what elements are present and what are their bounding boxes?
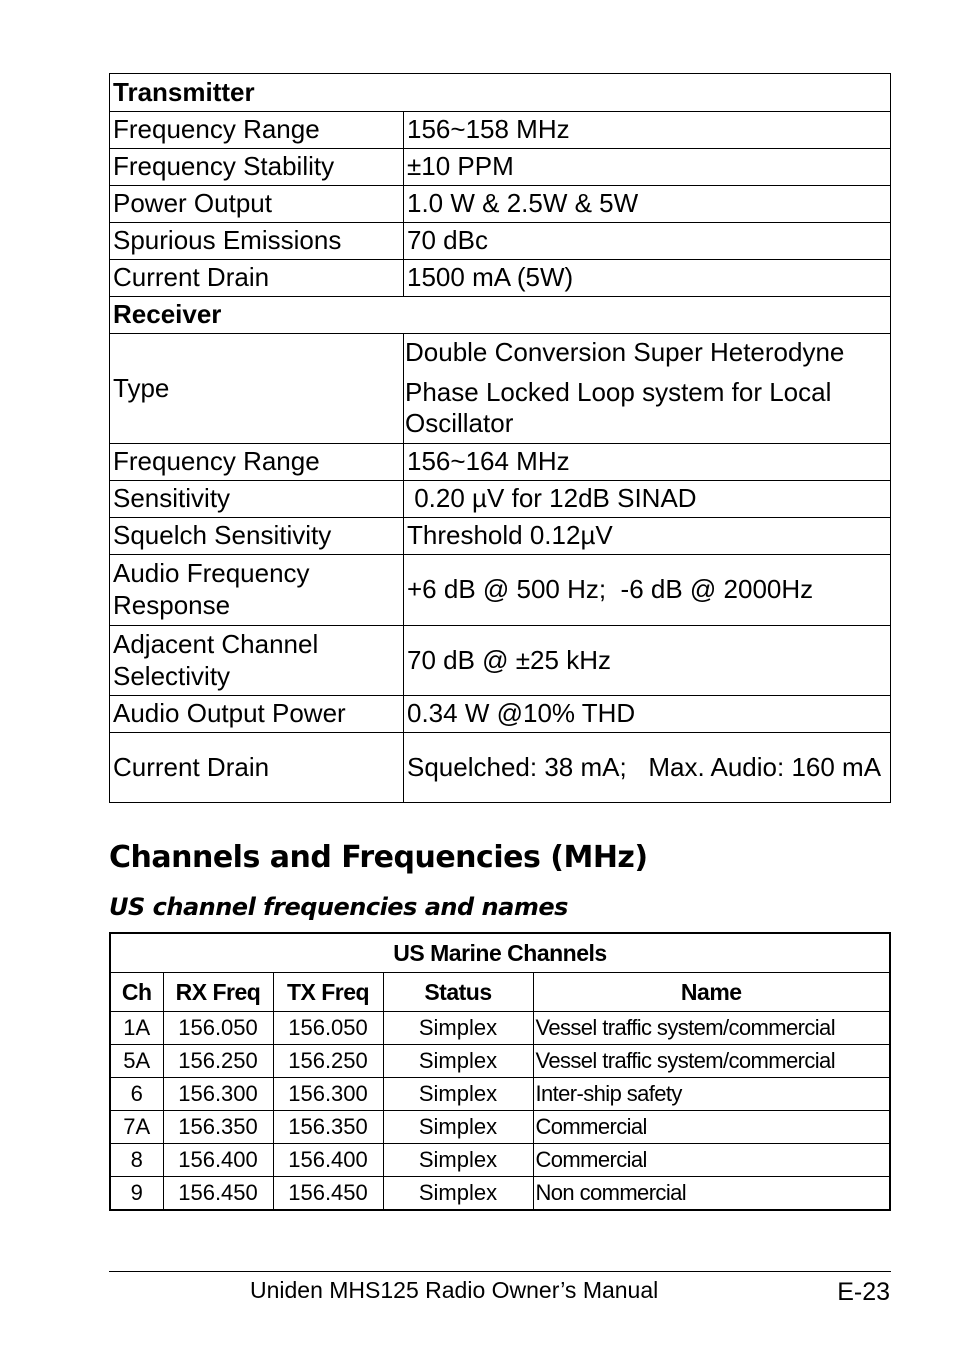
name-cell: Non commercial [533,1177,890,1211]
spec-row [110,626,891,696]
spec-label: Type [110,334,404,444]
channel-cell: 7A [110,1111,163,1144]
spec-value: 70 dBc [404,223,891,260]
spec-row [110,186,891,223]
status-cell: Simplex [383,1078,533,1111]
channel-cell: 6 [110,1078,163,1111]
spec-label: Audio Output Power [110,696,404,733]
table-row [110,1144,890,1177]
rx-freq-cell: 156.300 [163,1078,273,1111]
tx-freq-cell: 156.050 [273,1012,383,1045]
column-header-name: Name [533,973,890,1012]
tx-freq-cell: 156.400 [273,1144,383,1177]
receiver-header: Receiver [110,297,891,334]
status-cell: Simplex [383,1111,533,1144]
status-cell: Simplex [383,1177,533,1211]
spec-row [110,112,891,149]
rx-freq-cell: 156.400 [163,1144,273,1177]
spec-label: Power Output [110,186,404,223]
spec-value: 0.34 W @10% THD [404,696,891,733]
spec-label: Adjacent Channel Selectivity [110,626,404,696]
table-row [110,1078,890,1111]
tx-freq-cell: 156.450 [273,1177,383,1211]
tx-freq-cell: 156.350 [273,1111,383,1144]
spec-value [404,334,891,444]
spec-value: 156~158 MHz [404,112,891,149]
spec-label: Current Drain [110,260,404,297]
name-cell: Inter-ship safety [533,1078,890,1111]
channel-cell: 5A [110,1045,163,1078]
spec-row [110,518,891,555]
channel-cell: 9 [110,1177,163,1211]
status-cell: Simplex [383,1012,533,1045]
status-cell: Simplex [383,1045,533,1078]
spec-row [110,696,891,733]
page-number: E-23 [837,1278,890,1306]
name-cell: Vessel traffic system/commercial [533,1045,890,1078]
name-cell: Commercial [533,1144,890,1177]
spec-row [110,223,891,260]
type-value-line-1: Double Conversion Super Heterodyne [405,336,845,367]
rx-freq-cell: 156.450 [163,1177,273,1211]
name-cell: Vessel traffic system/commercial [533,1012,890,1045]
spec-value: +6 dB @ 500 Hz; -6 dB @ 2000Hz [404,555,891,626]
spec-row [110,481,891,518]
spec-label: Current Drain [110,733,404,803]
spec-value: Threshold 0.12µV [404,518,891,555]
spec-row [110,555,891,626]
table-row [110,1111,890,1144]
rx-freq-cell: 156.050 [163,1012,273,1045]
rx-freq-cell: 156.350 [163,1111,273,1144]
section-subheading: US channel frequencies and names [109,893,568,921]
spec-value: Squelched: 38 mA; Max. Audio: 160 mA [404,733,891,803]
spec-label: Audio Frequency Response [110,555,404,626]
channel-cell: 8 [110,1144,163,1177]
spec-value: ±10 PPM [404,149,891,186]
table-row [110,1177,890,1211]
footer-manual-title: Uniden MHS125 Radio Owner’s Manual [250,1277,659,1303]
spec-value: 1.0 W & 2.5W & 5W [404,186,891,223]
column-header-rx-freq: RX Freq [163,973,273,1012]
spec-value: 70 dB @ ±25 kHz [404,626,891,696]
transmitter-header: Transmitter [110,74,891,112]
spec-value: 0.20 µV for 12dB SINAD [404,481,891,518]
spec-row [110,260,891,297]
spec-label: Squelch Sensitivity [110,518,404,555]
channel-table-title: US Marine Channels [110,933,890,973]
type-value-line-2: Phase Locked Loop system for Local Oscillator [405,376,832,439]
tx-freq-cell: 156.300 [273,1078,383,1111]
spec-row [110,149,891,186]
column-header-ch: Ch [110,973,163,1012]
spec-row [110,733,891,803]
spec-row [110,334,891,444]
rx-freq-cell: 156.250 [163,1045,273,1078]
column-header-status: Status [383,973,533,1012]
column-header-tx-freq: TX Freq [273,973,383,1012]
specifications-table [109,73,891,803]
spec-label: Spurious Emissions [110,223,404,260]
section-heading: Channels and Frequencies (MHz) [109,840,648,875]
status-cell: Simplex [383,1144,533,1177]
tx-freq-cell: 156.250 [273,1045,383,1078]
spec-row [110,444,891,481]
spec-value: 1500 mA (5W) [404,260,891,297]
spec-label: Frequency Range [110,444,404,481]
spec-label: Frequency Range [110,112,404,149]
spec-label: Sensitivity [110,481,404,518]
name-cell: Commercial [533,1111,890,1144]
footer-divider [109,1271,891,1272]
channel-table-header-row [110,973,890,1012]
table-row [110,1012,890,1045]
spec-label: Frequency Stability [110,149,404,186]
channel-cell: 1A [110,1012,163,1045]
us-marine-channels-table [109,932,891,1211]
table-row [110,1045,890,1078]
spec-value: 156~164 MHz [404,444,891,481]
